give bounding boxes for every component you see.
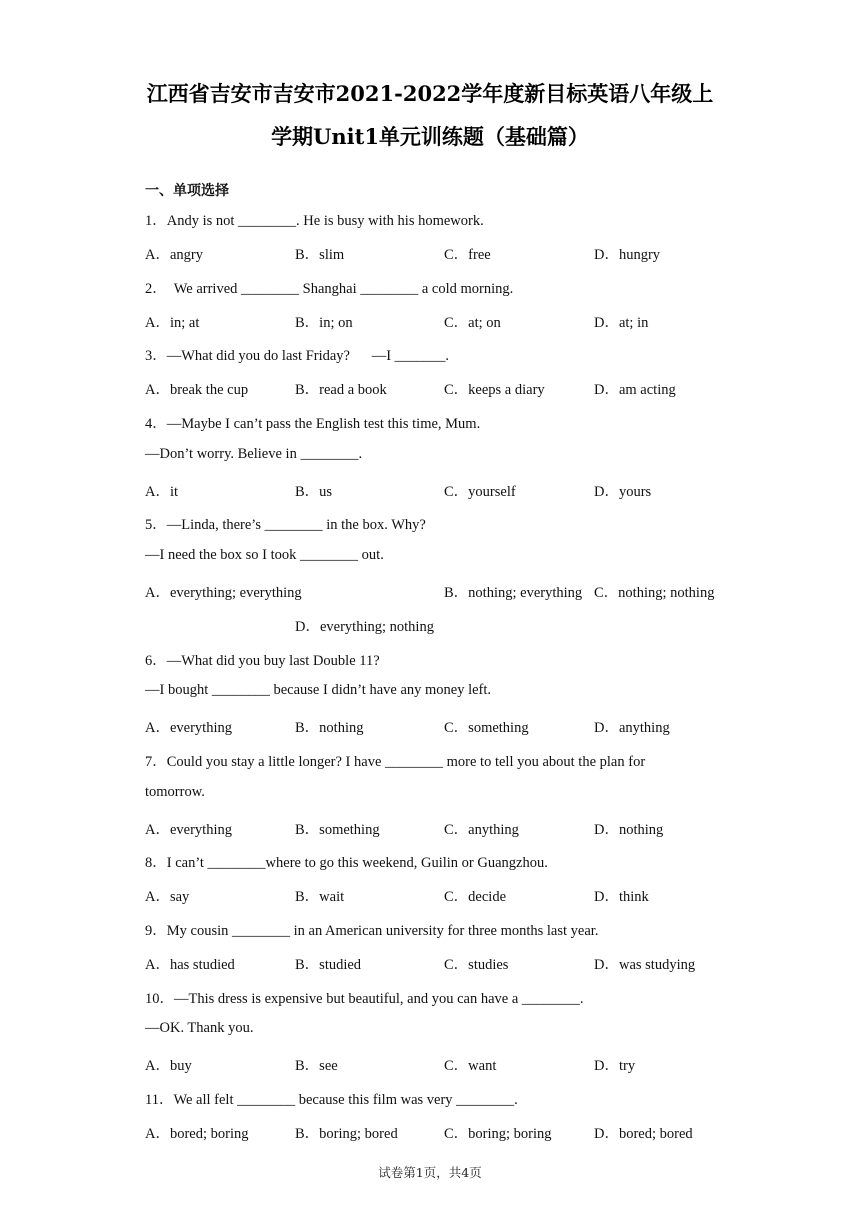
- question-9-stem: 9．My cousin ________ in an American university for three months last year.: [145, 923, 599, 939]
- question-4-stem: 4．—Maybe I can’t pass the English test this time, Mum.: [145, 416, 481, 432]
- section-title: 一、单项选择: [145, 183, 229, 199]
- question-7-option-d[interactable]: D．nothing: [594, 822, 664, 838]
- question-7-option-c[interactable]: C．anything: [444, 822, 519, 838]
- question-6-option-a[interactable]: A．everything: [145, 720, 232, 736]
- question-1-stem: 1．Andy is not ________. He is busy with his homework.: [145, 213, 484, 229]
- page-footer: 试卷第1页，共4页: [378, 1165, 482, 1180]
- question-6-stem-line-2: —I bought ________ because I didn’t have any money left.: [145, 682, 492, 698]
- question-11-stem: 11．We all felt ________ because this film was very ________.: [145, 1092, 518, 1108]
- question-5-option-c[interactable]: C．nothing; nothing: [594, 585, 715, 601]
- question-5-option-a[interactable]: A．everything; everything: [145, 585, 302, 601]
- question-4-option-c[interactable]: C．yourself: [444, 484, 516, 500]
- question-10-option-c[interactable]: C．want: [444, 1058, 497, 1074]
- question-9-option-c[interactable]: C．studies: [444, 957, 509, 973]
- question-5-stem-line-2: —I need the box so I took ________ out.: [145, 547, 384, 563]
- question-7-stem: 7．Could you stay a little longer? I have ________ more to tell you about the plan for: [145, 754, 646, 770]
- question-11-option-a[interactable]: A．bored; boring: [145, 1126, 249, 1142]
- question-6-option-d[interactable]: D．anything: [594, 720, 670, 736]
- question-1-option-d[interactable]: D．hungry: [594, 247, 661, 263]
- question-2-option-c[interactable]: C．at; on: [444, 315, 501, 331]
- question-6-stem: 6．—What did you buy last Double 11?: [145, 653, 380, 669]
- question-5-stem: 5．—Linda, there’s ________ in the box. Why?: [145, 517, 426, 533]
- question-10-option-a[interactable]: A．buy: [145, 1058, 192, 1074]
- question-11-option-b[interactable]: B．boring; bored: [295, 1126, 398, 1142]
- question-7-option-b[interactable]: B．something: [295, 822, 380, 838]
- question-8-option-d[interactable]: D．think: [594, 889, 649, 905]
- question-4-option-a[interactable]: A．it: [145, 484, 179, 500]
- question-3-option-c[interactable]: C．keeps a diary: [444, 382, 545, 398]
- question-4-option-b[interactable]: B．us: [295, 484, 333, 500]
- question-2-option-a[interactable]: A．in; at: [145, 315, 200, 331]
- question-9-option-a[interactable]: A．has studied: [145, 957, 235, 973]
- question-8-option-b[interactable]: B．wait: [295, 889, 345, 905]
- question-4-stem-line-2: —Don’t worry. Believe in ________.: [145, 446, 363, 462]
- question-8-option-c[interactable]: C．decide: [444, 889, 507, 905]
- question-4-option-d[interactable]: D．yours: [594, 484, 652, 500]
- question-9-option-d[interactable]: D．was studying: [594, 957, 696, 973]
- question-2-option-d[interactable]: D．at; in: [594, 315, 649, 331]
- question-6-option-c[interactable]: C．something: [444, 720, 529, 736]
- question-11-option-c[interactable]: C．boring; boring: [444, 1126, 552, 1142]
- question-5-option-d[interactable]: D．everything; nothing: [295, 619, 434, 635]
- question-10-option-b[interactable]: B．see: [295, 1058, 338, 1074]
- question-3-option-b[interactable]: B．read a book: [295, 382, 387, 398]
- question-3-stem: 3．—What did you do last Friday? —I _______.: [145, 348, 450, 364]
- question-3-option-a[interactable]: A．break the cup: [145, 382, 249, 398]
- question-1-option-a[interactable]: A．angry: [145, 247, 203, 263]
- question-8-stem: 8．I can’t ________where to go this weekend, Guilin or Guangzhou.: [145, 855, 548, 871]
- question-2-option-b[interactable]: B．in; on: [295, 315, 353, 331]
- question-7-option-a[interactable]: A．everything: [145, 822, 232, 838]
- question-7-stem-line-2: tomorrow.: [145, 784, 205, 800]
- question-8-option-a[interactable]: A．say: [145, 889, 190, 905]
- question-10-option-d[interactable]: D．try: [594, 1058, 636, 1074]
- question-3-option-d[interactable]: D．am acting: [594, 382, 676, 398]
- question-1-option-b[interactable]: B．slim: [295, 247, 345, 263]
- question-10-stem: 10．—This dress is expensive but beautiful, and you can have a ________.: [145, 991, 584, 1007]
- question-6-option-b[interactable]: B．nothing: [295, 720, 364, 736]
- question-5-option-b[interactable]: B．nothing; everything: [444, 585, 583, 601]
- question-11-option-d[interactable]: D．bored; bored: [594, 1126, 693, 1142]
- question-1-option-c[interactable]: C．free: [444, 247, 491, 263]
- page-title-line-1: 江西省吉安市吉安市2021-2022学年度新目标英语八年级上: [146, 81, 714, 106]
- question-9-option-b[interactable]: B．studied: [295, 957, 362, 973]
- page-title-line-2: 学期Unit1单元训练题（基础篇）: [271, 124, 589, 149]
- question-10-stem-line-2: —OK. Thank you.: [145, 1020, 254, 1036]
- question-2-stem: 2． We arrived ________ Shanghai ________ a cold morning.: [145, 281, 514, 297]
